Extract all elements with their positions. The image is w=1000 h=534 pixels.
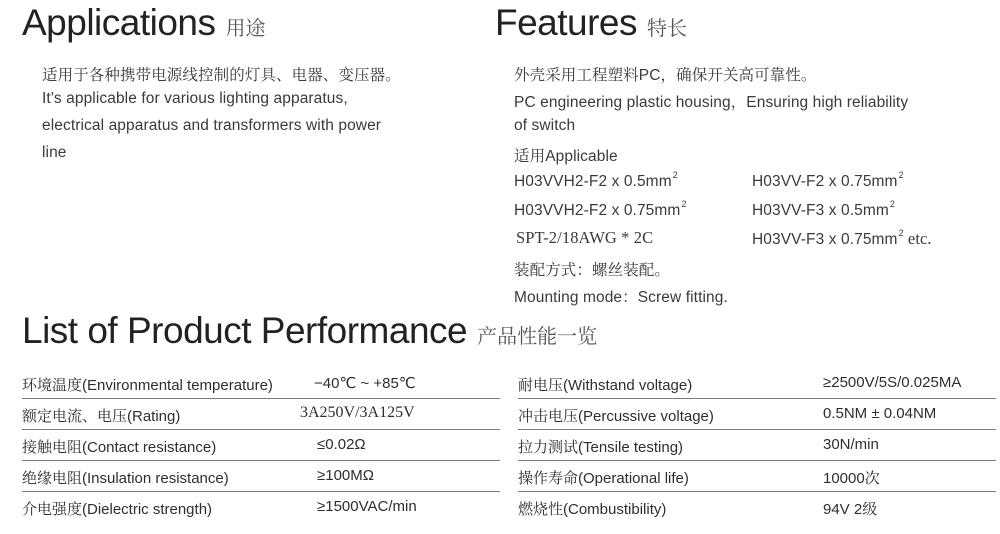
spec-value: ≤0.02Ω	[317, 436, 366, 453]
features-line: of switch	[514, 117, 576, 134]
table-row	[518, 430, 996, 461]
spec-value: 10000次	[823, 470, 880, 487]
table-row	[518, 461, 996, 492]
features-applicable-label: 适用Applicable	[514, 148, 618, 165]
spec-value: 30N/min	[823, 436, 879, 453]
cable-spec: H03VVH2-F2 x $0.75mm^2$	[514, 199, 687, 219]
cable-spec: H03VV-F3 x $0.5mm^2$	[752, 199, 895, 219]
table-row	[22, 430, 500, 461]
applications-line: electrical apparatus and transformers with power	[42, 117, 382, 134]
spec-label: 额定电流、电压(Rating)	[22, 408, 181, 425]
spec-value: 0.5NM ± 0.04NM	[823, 405, 937, 422]
table-row	[22, 492, 500, 523]
spec-value: −40℃ ~ +85℃	[314, 375, 416, 392]
cable-spec: SPT-2/18AWG * 2C	[516, 228, 654, 247]
spec-value: ≥1500VAC/min	[317, 498, 417, 515]
performance-title-zh: 产品性能一览	[477, 326, 598, 348]
performance-table-right	[518, 368, 996, 523]
table-row	[22, 461, 500, 492]
applications-line: line	[42, 144, 67, 161]
features-title-en: Features	[495, 2, 638, 43]
cable-spec: H03VV-F3 x $0.75mm^2$ etc.	[752, 228, 932, 248]
spec-label: 环境温度(Environmental temperature)	[22, 377, 273, 394]
table-row	[518, 399, 996, 430]
table-row	[518, 492, 996, 523]
spec-value: 94V 2级	[823, 501, 878, 518]
applications-title	[22, 2, 266, 44]
spec-label: 冲击电压(Percussive voltage)	[518, 408, 714, 425]
applications-line: 适用于各种携带电源线控制的灯具、电器、变压器。	[42, 67, 401, 84]
cable-spec: H03VVH2-F2 x $0.5mm^2$	[514, 170, 678, 190]
mounting-mode-zh: 装配方式：螺丝装配。	[514, 262, 671, 279]
cable-spec: H03VV-F2 x $0.75mm^2$	[752, 170, 904, 190]
spec-label: 绝缘电阻(Insulation resistance)	[22, 470, 229, 487]
spec-label: 操作寿命(Operational life)	[518, 470, 689, 487]
applications-title-zh: 用途	[225, 18, 266, 40]
spec-label: 燃烧性(Combustibility)	[518, 501, 667, 518]
performance-title	[22, 310, 597, 352]
spec-value: ≥2500V/5S/0.025MA	[823, 374, 962, 391]
table-row	[22, 368, 500, 399]
table-row	[518, 368, 996, 399]
table-row	[22, 399, 500, 430]
applications-line: It's applicable for various lighting apparatus,	[42, 90, 348, 107]
spec-label: 介电强度(Dielectric strength)	[22, 501, 213, 518]
features-title	[495, 2, 687, 44]
mounting-mode-en: Mounting mode：Screw fitting.	[514, 289, 728, 306]
spec-label: 拉力测试(Tensile testing)	[518, 439, 684, 456]
performance-title-en: List of Product Performance	[22, 310, 468, 351]
features-title-zh: 特长	[647, 18, 688, 40]
features-line: 外壳采用工程塑料PC，确保开关高可靠性。	[514, 67, 817, 84]
performance-table-left	[22, 368, 500, 523]
spec-value: ≥100MΩ	[317, 467, 374, 484]
features-line: PC engineering plastic housing，Ensuring high reliability	[514, 94, 909, 111]
spec-value: 3A250V/3A125V	[300, 404, 415, 421]
spec-label: 接触电阻(Contact resistance)	[22, 439, 217, 456]
spec-label: 耐电压(Withstand voltage)	[518, 377, 693, 394]
applications-title-en: Applications	[22, 2, 216, 43]
